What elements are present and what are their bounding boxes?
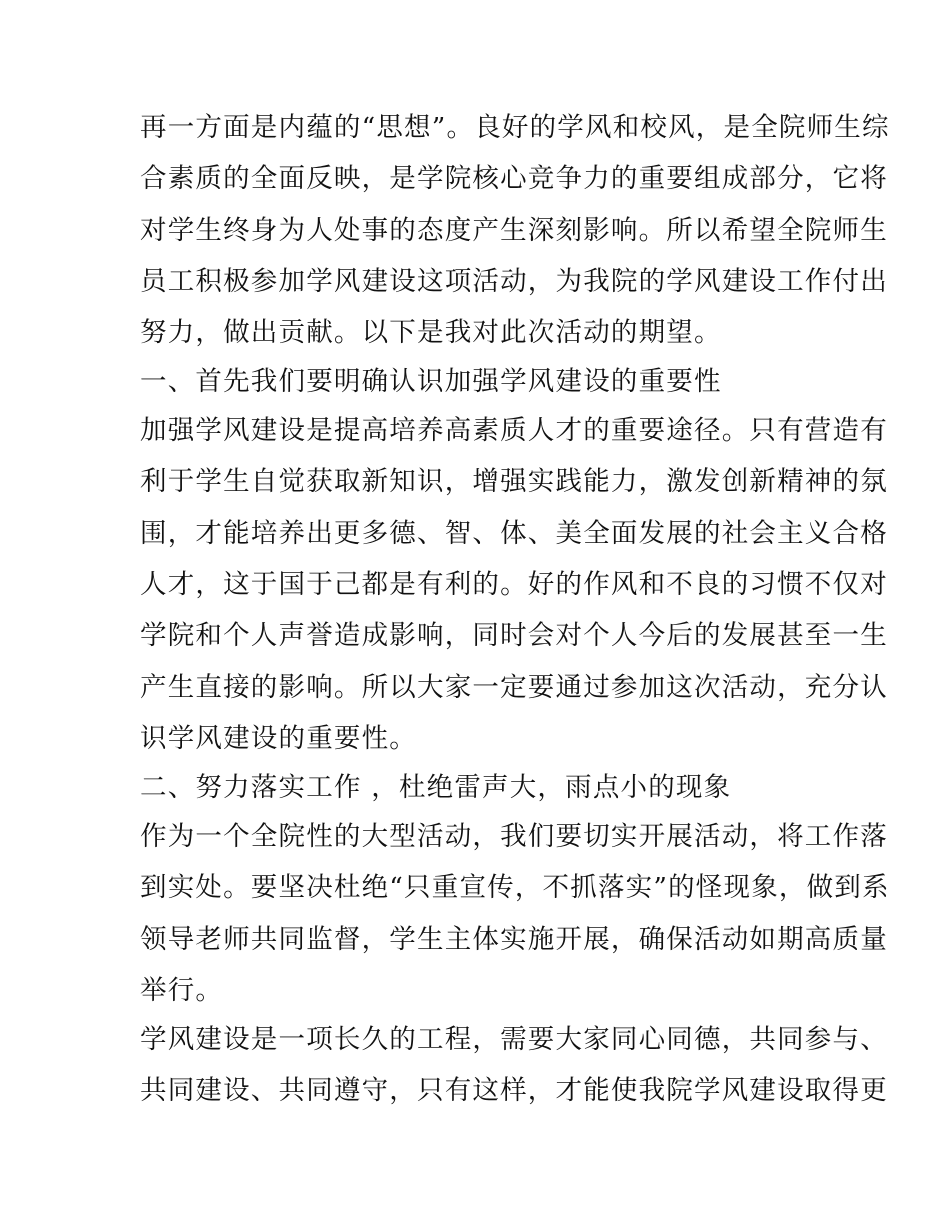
paragraph-line: 利于学生自觉获取新知识，增强实践能力，激发创新精神的氛	[140, 466, 888, 498]
paragraph-line: 学风建设是一项长久的工程，需要大家同心同德，共同参与、	[140, 1023, 888, 1055]
paragraph-line: 产生直接的影响。所以大家一定要通过参加这次活动，充分认	[140, 671, 888, 703]
paragraph-line: 围，才能培养出更多德、智、体、美全面发展的社会主义合格	[140, 517, 888, 549]
paragraph-line: 学院和个人声誉造成影响，同时会对个人今后的发展甚至一生	[140, 620, 888, 652]
paragraph-line: 对学生终身为人处事的态度产生深刻影响。所以希望全院师生	[140, 214, 888, 246]
paragraph-line: 共同建设、共同遵守，只有这样，才能使我院学风建设取得更	[140, 1075, 888, 1107]
section-heading-1: 一、首先我们要明确认识加强学风建设的重要性	[140, 366, 722, 398]
paragraph-line: 举行。	[140, 974, 224, 1006]
paragraph-line: 识学风建设的重要性。	[140, 722, 417, 754]
paragraph-line: 到实处。要坚决杜绝“只重宣传，不抓落实”的怪现象，做到系	[140, 872, 890, 904]
section-heading-2: 二、努力落实工作 ，杜绝雷声大，雨点小的现象	[140, 771, 732, 803]
paragraph-line: 领导老师共同监督，学生主体实施开展，确保活动如期高质量	[140, 923, 888, 955]
paragraph-line: 再一方面是内蕴的“思想”。良好的学风和校风，是全院师生综	[140, 112, 890, 143]
paragraph-line: 作为一个全院性的大型活动，我们要切实开展活动，将工作落	[140, 820, 888, 852]
paragraph-line: 努力，做出贡献。以下是我对此次活动的期望。	[140, 317, 722, 349]
paragraph-line: 员工积极参加学风建设这项活动，为我院的学风建设工作付出	[140, 265, 888, 297]
paragraph-line: 加强学风建设是提高培养高素质人才的重要途径。只有营造有	[140, 415, 888, 447]
paragraph-line: 合素质的全面反映，是学院核心竞争力的重要组成部分，它将	[140, 163, 888, 195]
document-page	[140, 108, 890, 1122]
paragraph-line: 人才，这于国于己都是有利的。好的作风和不良的习惯不仅对	[140, 569, 888, 601]
